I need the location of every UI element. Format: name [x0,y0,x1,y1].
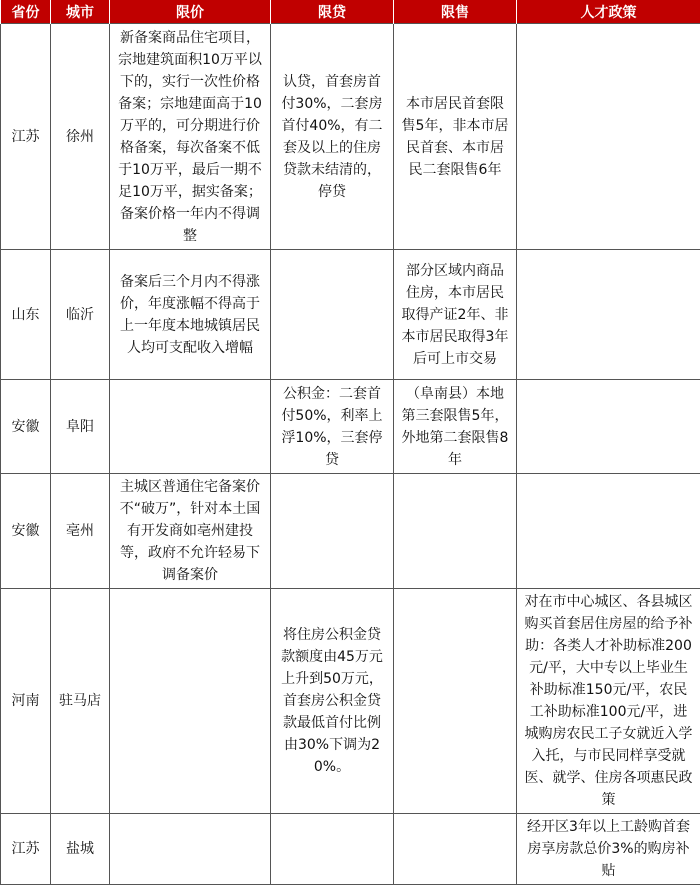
loan-limit-cell [271,250,394,380]
talent-policy-cell [517,474,700,589]
table-body [1,24,700,885]
table-row [1,474,700,589]
header-price-limit: 限价 [110,0,271,24]
loan-limit-cell: 将住房公积金贷款额度由45万元上升到50万元，首套房公积金贷款最低首付比例由30%下调为20%。 [271,589,394,814]
province-cell: 安徽 [1,380,51,474]
city-cell: 盐城 [51,814,110,885]
loan-limit-cell [271,814,394,885]
province-cell: 安徽 [1,474,51,589]
price-limit-cell [110,814,271,885]
province-cell: 河南 [1,589,51,814]
province-cell: 山东 [1,250,51,380]
header-province: 省份 [1,0,51,24]
province-cell: 江苏 [1,814,51,885]
loan-limit-cell [271,474,394,589]
talent-policy-cell [517,380,700,474]
sale-limit-cell: （阜南县）本地第三套限售5年，外地第二套限售8年 [394,380,517,474]
price-limit-cell [110,589,271,814]
city-cell: 阜阳 [51,380,110,474]
sale-limit-cell [394,814,517,885]
talent-policy-cell [517,250,700,380]
city-cell: 亳州 [51,474,110,589]
city-cell: 徐州 [51,24,110,250]
header-row [1,0,700,24]
price-limit-cell [110,380,271,474]
table-header [1,0,700,24]
price-limit-cell: 主城区普通住宅备案价不“破万”，针对本土国有开发商如亳州建投等，政府不允许轻易下调备案价 [110,474,271,589]
talent-policy-cell [517,24,700,250]
province-cell: 江苏 [1,24,51,250]
sale-limit-cell: 本市居民首套限售5年，非本市居民首套、本市居民二套限售6年 [394,24,517,250]
header-talent-policy: 人才政策 [517,0,700,24]
talent-policy-cell: 经开区3年以上工龄购首套房享房款总价3%的购房补贴 [517,814,700,885]
loan-limit-cell: 公积金：二套首付50%，利率上浮10%，三套停贷 [271,380,394,474]
header-loan-limit: 限贷 [271,0,394,24]
header-sale-limit: 限售 [394,0,517,24]
price-limit-cell: 备案后三个月内不得涨价，年度涨幅不得高于上一年度本地城镇居民人均可支配收入增幅 [110,250,271,380]
talent-policy-cell: 对在市中心城区、各县城区购买首套居住房屋的给予补助：各类人才补助标准200元/平，大中专以上毕业生补助标准150元/平，农民工补助标准100元/平，进城购房农民工子女就近入学入托，与市民同样享受就医、就学、住房各项惠民政策 [517,589,700,814]
city-cell: 临沂 [51,250,110,380]
table-row [1,24,700,250]
table-row [1,814,700,885]
sale-limit-cell [394,589,517,814]
loan-limit-cell: 认贷，首套房首付30%，二套房首付40%，有二套及以上的住房贷款未结清的，停贷 [271,24,394,250]
sale-limit-cell [394,474,517,589]
table-row [1,589,700,814]
city-cell: 驻马店 [51,589,110,814]
sale-limit-cell: 部分区域内商品住房，本市居民取得产证2年、非本市居民取得3年后可上市交易 [394,250,517,380]
table-row [1,250,700,380]
price-limit-cell: 新备案商品住宅项目，宗地建筑面积10万平以下的，实行一次性价格备案；宗地建面高于10万平的，可分期进行价格备案，每次备案不低于10万平，最后一期不足10万平，据实备案；备案价格一年内不得调整 [110,24,271,250]
header-city: 城市 [51,0,110,24]
table-row [1,380,700,474]
